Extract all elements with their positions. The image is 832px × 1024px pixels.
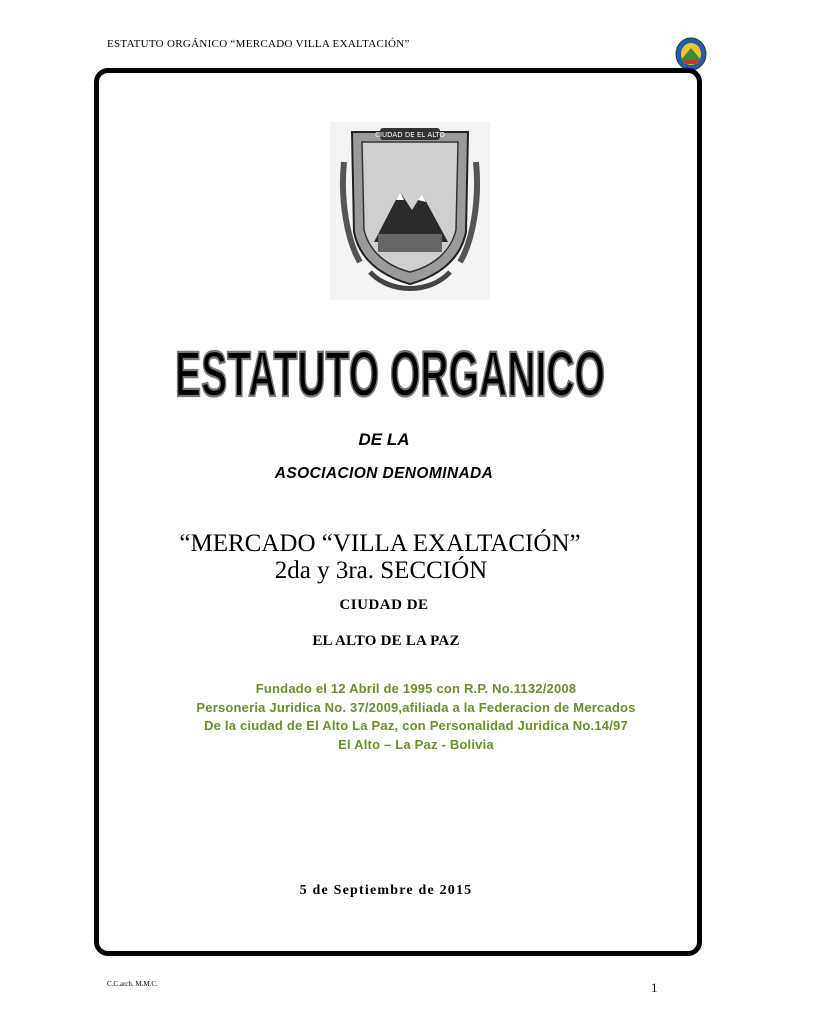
subtitle-de-la: DE LA xyxy=(358,430,410,449)
info-line: De la ciudad de El Alto La Paz, con Personalidad Juridica No.14/97 xyxy=(204,718,628,733)
running-header: ESTATUTO ORGÁNICO “MERCADO VILLA EXALTACIÓN” xyxy=(107,38,410,50)
city-line-1: CIUDAD DE xyxy=(339,597,429,613)
mercado-logo-icon xyxy=(674,36,708,72)
city-line-2: EL ALTO DE LA PAZ xyxy=(312,633,460,649)
cover-title xyxy=(168,332,612,412)
info-line: Fundado el 12 Abril de 1995 con R.P. No.1132/2008 xyxy=(255,681,577,696)
document-date: 5 de Septiembre de 2015 xyxy=(299,883,473,898)
info-line: El Alto – La Paz - Bolivia xyxy=(338,736,494,752)
ciudad-de-el-alto-seal-icon xyxy=(330,122,490,300)
svg-text:CIUDAD DE EL ALTO: CIUDAD DE EL ALTO xyxy=(375,131,445,139)
subtitle-asociacion: ASOCIACION DENOMINADA xyxy=(274,465,494,482)
association-section: 2da y 3ra. SECCIÓN xyxy=(274,557,488,584)
svg-text:ESTATUTO ORGANICO: ESTATUTO ORGANICO xyxy=(175,337,606,410)
info-line: Personeria Juridica No. 37/2009,afiliada a la Federacion de Mercados xyxy=(196,699,636,715)
footer-author: C.C.arch. M.M.C. xyxy=(107,980,158,988)
page-number: 1 xyxy=(651,980,658,995)
association-name: “MERCADO “VILLA EXALTACIÓN” xyxy=(179,530,581,557)
foundation-info xyxy=(0,680,832,754)
